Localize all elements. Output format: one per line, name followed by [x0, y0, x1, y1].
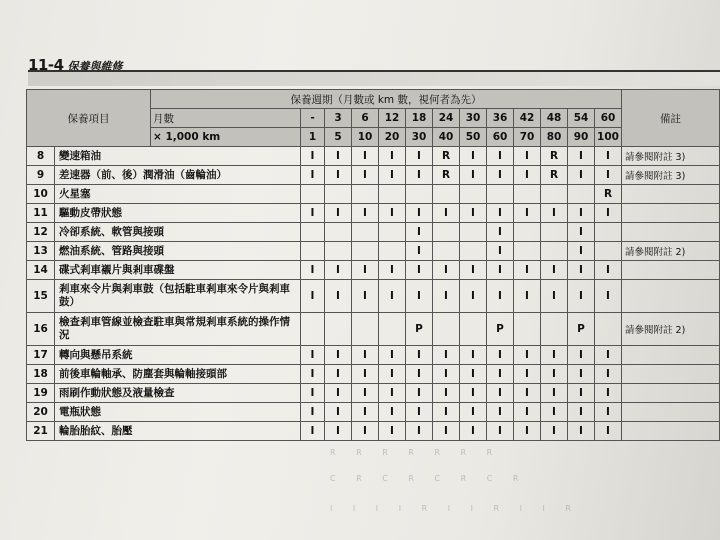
- row-number: 19: [27, 384, 55, 403]
- schedule-mark: R: [541, 147, 568, 166]
- remarks-header: 備註: [622, 90, 720, 147]
- schedule-mark: I: [325, 384, 352, 403]
- schedule-mark: I: [595, 346, 622, 365]
- schedule-mark: [379, 223, 406, 242]
- schedule-mark: I: [460, 280, 487, 313]
- schedule-mark: I: [406, 422, 433, 441]
- months-value: 30: [460, 109, 487, 128]
- schedule-mark: I: [514, 280, 541, 313]
- row-number: 10: [27, 185, 55, 204]
- schedule-mark: I: [325, 365, 352, 384]
- schedule-mark: I: [352, 384, 379, 403]
- table-row: [27, 422, 720, 441]
- row-number: 21: [27, 422, 55, 441]
- schedule-mark: I: [460, 147, 487, 166]
- km-value: 40: [433, 128, 460, 147]
- schedule-mark: I: [568, 280, 595, 313]
- schedule-mark: I: [541, 403, 568, 422]
- schedule-mark: I: [595, 166, 622, 185]
- km-value: 60: [487, 128, 514, 147]
- remarks-cell: 請參閱附註 3): [622, 147, 720, 166]
- row-number: 13: [27, 242, 55, 261]
- schedule-mark: I: [325, 280, 352, 313]
- schedule-mark: P: [487, 313, 514, 346]
- schedule-mark: [514, 242, 541, 261]
- remarks-cell: [622, 403, 720, 422]
- schedule-mark: [460, 185, 487, 204]
- months-value: 3: [325, 109, 352, 128]
- remarks-cell: [622, 261, 720, 280]
- schedule-mark: [460, 242, 487, 261]
- remarks-cell: [622, 346, 720, 365]
- schedule-mark: I: [352, 403, 379, 422]
- schedule-mark: I: [487, 365, 514, 384]
- schedule-mark: I: [568, 242, 595, 261]
- schedule-mark: I: [568, 384, 595, 403]
- header-band: [28, 72, 720, 86]
- schedule-mark: I: [325, 166, 352, 185]
- row-number: 17: [27, 346, 55, 365]
- schedule-mark: I: [487, 204, 514, 223]
- km-value: 90: [568, 128, 595, 147]
- remarks-cell: [622, 280, 720, 313]
- schedule-mark: I: [541, 261, 568, 280]
- schedule-mark: [595, 242, 622, 261]
- schedule-mark: I: [301, 280, 325, 313]
- schedule-mark: I: [433, 346, 460, 365]
- schedule-mark: I: [460, 422, 487, 441]
- row-number: 16: [27, 313, 55, 346]
- maintenance-item: 檢查剎車管線並檢查駐車與常規剎車系統的操作情況: [55, 313, 301, 346]
- schedule-mark: I: [568, 204, 595, 223]
- schedule-mark: I: [595, 422, 622, 441]
- maintenance-schedule-table: [26, 89, 720, 441]
- schedule-mark: I: [460, 365, 487, 384]
- schedule-mark: I: [379, 261, 406, 280]
- schedule-mark: I: [301, 261, 325, 280]
- schedule-mark: I: [460, 384, 487, 403]
- remarks-cell: 請參閱附註 2): [622, 313, 720, 346]
- schedule-mark: [541, 223, 568, 242]
- section-number: 11-4: [28, 56, 64, 74]
- schedule-mark: I: [379, 166, 406, 185]
- km-value: 100: [595, 128, 622, 147]
- row-number: 20: [27, 403, 55, 422]
- months-value: 48: [541, 109, 568, 128]
- schedule-mark: [325, 185, 352, 204]
- schedule-mark: I: [352, 261, 379, 280]
- schedule-mark: I: [325, 204, 352, 223]
- schedule-mark: [433, 313, 460, 346]
- schedule-mark: [541, 313, 568, 346]
- schedule-mark: I: [406, 346, 433, 365]
- schedule-mark: I: [379, 204, 406, 223]
- table-row: [27, 365, 720, 384]
- km-value: 1: [301, 128, 325, 147]
- months-value: 24: [433, 109, 460, 128]
- table-row: [27, 384, 720, 403]
- schedule-mark: [460, 313, 487, 346]
- schedule-mark: I: [541, 204, 568, 223]
- schedule-mark: I: [433, 204, 460, 223]
- row-number: 18: [27, 365, 55, 384]
- schedule-mark: I: [379, 403, 406, 422]
- schedule-mark: I: [433, 384, 460, 403]
- section-title: 保養與維修: [67, 60, 123, 73]
- schedule-mark: I: [325, 346, 352, 365]
- schedule-mark: [325, 223, 352, 242]
- schedule-mark: I: [379, 384, 406, 403]
- schedule-mark: R: [595, 185, 622, 204]
- schedule-mark: [433, 185, 460, 204]
- schedule-mark: I: [406, 384, 433, 403]
- remarks-cell: 請參閱附註 3): [622, 166, 720, 185]
- schedule-mark: I: [406, 242, 433, 261]
- schedule-mark: I: [379, 147, 406, 166]
- maintenance-item: 火星塞: [55, 185, 301, 204]
- schedule-mark: I: [460, 204, 487, 223]
- schedule-mark: I: [460, 166, 487, 185]
- schedule-mark: [325, 242, 352, 261]
- table-row: [27, 403, 720, 422]
- schedule-mark: I: [514, 147, 541, 166]
- item-column-header: 保養項目: [27, 90, 151, 147]
- schedule-mark: I: [379, 346, 406, 365]
- schedule-mark: I: [541, 346, 568, 365]
- schedule-mark: I: [460, 346, 487, 365]
- schedule-mark: I: [514, 422, 541, 441]
- schedule-mark: [487, 185, 514, 204]
- header-row-period: [27, 90, 720, 109]
- months-value: -: [301, 109, 325, 128]
- schedule-mark: I: [541, 422, 568, 441]
- maintenance-item: 轉向與懸吊系統: [55, 346, 301, 365]
- schedule-mark: [352, 185, 379, 204]
- months-label: 月數: [151, 109, 301, 128]
- schedule-mark: [352, 223, 379, 242]
- table-row: [27, 280, 720, 313]
- schedule-mark: I: [406, 365, 433, 384]
- schedule-mark: I: [301, 422, 325, 441]
- schedule-mark: [379, 313, 406, 346]
- schedule-mark: P: [568, 313, 595, 346]
- km-value: 30: [406, 128, 433, 147]
- remarks-cell: [622, 422, 720, 441]
- schedule-mark: [352, 313, 379, 346]
- km-value: 5: [325, 128, 352, 147]
- schedule-mark: I: [301, 346, 325, 365]
- schedule-mark: I: [487, 166, 514, 185]
- schedule-mark: I: [541, 280, 568, 313]
- schedule-mark: R: [433, 166, 460, 185]
- schedule-mark: [301, 223, 325, 242]
- table-row: [27, 313, 720, 346]
- row-number: 15: [27, 280, 55, 313]
- schedule-mark: [379, 185, 406, 204]
- schedule-mark: I: [301, 147, 325, 166]
- schedule-mark: [325, 313, 352, 346]
- schedule-mark: [514, 223, 541, 242]
- schedule-mark: I: [568, 223, 595, 242]
- schedule-mark: I: [595, 147, 622, 166]
- schedule-mark: I: [487, 384, 514, 403]
- schedule-mark: I: [595, 365, 622, 384]
- schedule-mark: [514, 313, 541, 346]
- schedule-mark: I: [433, 403, 460, 422]
- schedule-mark: I: [595, 403, 622, 422]
- schedule-mark: [433, 242, 460, 261]
- months-value: 18: [406, 109, 433, 128]
- maintenance-item: 變速箱油: [55, 147, 301, 166]
- remarks-cell: [622, 384, 720, 403]
- table-row: [27, 223, 720, 242]
- km-value: 10: [352, 128, 379, 147]
- maintenance-item: 差速器（前、後）潤滑油（齒輪油）: [55, 166, 301, 185]
- schedule-mark: I: [460, 403, 487, 422]
- schedule-mark: [541, 185, 568, 204]
- table-head: [27, 90, 720, 147]
- schedule-mark: R: [541, 166, 568, 185]
- maintenance-item: 電瓶狀態: [55, 403, 301, 422]
- table-row: [27, 242, 720, 261]
- bleed-through-text: C R C R C R C R: [330, 474, 528, 483]
- table-row: [27, 261, 720, 280]
- schedule-mark: I: [595, 384, 622, 403]
- schedule-mark: I: [406, 403, 433, 422]
- maintenance-item: 雨刷作動狀態及液量檢查: [55, 384, 301, 403]
- schedule-mark: I: [433, 261, 460, 280]
- schedule-mark: I: [514, 204, 541, 223]
- schedule-mark: I: [514, 346, 541, 365]
- schedule-mark: I: [568, 166, 595, 185]
- months-value: 54: [568, 109, 595, 128]
- schedule-mark: I: [406, 204, 433, 223]
- maintenance-item: 驅動皮帶狀態: [55, 204, 301, 223]
- table-row: [27, 147, 720, 166]
- schedule-mark: [406, 185, 433, 204]
- months-value: 36: [487, 109, 514, 128]
- maintenance-item: 輪胎胎紋、胎壓: [55, 422, 301, 441]
- schedule-mark: I: [595, 204, 622, 223]
- schedule-mark: I: [595, 261, 622, 280]
- maintenance-item: 碟式剎車襯片與剎車碟盤: [55, 261, 301, 280]
- schedule-mark: I: [379, 280, 406, 313]
- schedule-mark: I: [301, 384, 325, 403]
- schedule-mark: I: [460, 261, 487, 280]
- schedule-mark: I: [487, 147, 514, 166]
- schedule-mark: [379, 242, 406, 261]
- km-value: 50: [460, 128, 487, 147]
- schedule-mark: [460, 223, 487, 242]
- schedule-mark: [301, 242, 325, 261]
- remarks-cell: [622, 365, 720, 384]
- km-value: 80: [541, 128, 568, 147]
- schedule-mark: [541, 242, 568, 261]
- km-value: 70: [514, 128, 541, 147]
- schedule-mark: I: [325, 261, 352, 280]
- schedule-mark: I: [487, 261, 514, 280]
- table-body: [27, 147, 720, 441]
- schedule-mark: I: [301, 204, 325, 223]
- header-rule: [28, 70, 720, 72]
- maintenance-item: 前後車輪軸承、防塵套與輪軸接頭部: [55, 365, 301, 384]
- remarks-cell: [622, 204, 720, 223]
- remarks-cell: [622, 185, 720, 204]
- schedule-mark: I: [352, 147, 379, 166]
- schedule-mark: I: [487, 242, 514, 261]
- schedule-mark: I: [352, 204, 379, 223]
- schedule-mark: I: [433, 365, 460, 384]
- schedule-mark: [433, 223, 460, 242]
- km-label: × 1,000 km: [151, 128, 301, 147]
- months-value: 6: [352, 109, 379, 128]
- schedule-mark: I: [568, 346, 595, 365]
- schedule-mark: I: [433, 422, 460, 441]
- schedule-mark: [595, 223, 622, 242]
- schedule-mark: I: [514, 384, 541, 403]
- bleed-through-text: R R R R R R R: [330, 448, 502, 457]
- schedule-mark: I: [487, 346, 514, 365]
- schedule-mark: I: [514, 365, 541, 384]
- schedule-mark: [568, 185, 595, 204]
- table-row: [27, 166, 720, 185]
- schedule-mark: I: [568, 147, 595, 166]
- schedule-mark: I: [379, 422, 406, 441]
- schedule-mark: I: [514, 166, 541, 185]
- row-number: 9: [27, 166, 55, 185]
- schedule-mark: I: [352, 346, 379, 365]
- months-value: 12: [379, 109, 406, 128]
- remarks-cell: [622, 223, 720, 242]
- schedule-mark: I: [352, 166, 379, 185]
- table-row: [27, 185, 720, 204]
- schedule-mark: I: [352, 280, 379, 313]
- schedule-mark: [595, 313, 622, 346]
- schedule-mark: I: [301, 403, 325, 422]
- schedule-mark: I: [541, 365, 568, 384]
- schedule-mark: [352, 242, 379, 261]
- schedule-mark: [301, 313, 325, 346]
- schedule-mark: I: [406, 280, 433, 313]
- schedule-mark: [301, 185, 325, 204]
- schedule-mark: I: [514, 403, 541, 422]
- schedule-mark: I: [406, 166, 433, 185]
- period-header: 保養週期（月數或 km 數，視何者為先）: [151, 90, 622, 109]
- schedule-mark: I: [487, 280, 514, 313]
- row-number: 8: [27, 147, 55, 166]
- schedule-mark: I: [487, 422, 514, 441]
- schedule-mark: I: [352, 365, 379, 384]
- schedule-mark: I: [487, 223, 514, 242]
- schedule-mark: I: [514, 261, 541, 280]
- schedule-mark: I: [406, 223, 433, 242]
- maintenance-item: 燃油系統、管路與接頭: [55, 242, 301, 261]
- row-number: 12: [27, 223, 55, 242]
- schedule-mark: I: [301, 166, 325, 185]
- schedule-mark: I: [568, 403, 595, 422]
- schedule-mark: [514, 185, 541, 204]
- schedule-mark: I: [568, 365, 595, 384]
- table-row: [27, 204, 720, 223]
- schedule-mark: I: [325, 403, 352, 422]
- maintenance-item: 剎車來令片與剎車鼓（包括駐車剎車來令片與剎車鼓）: [55, 280, 301, 313]
- schedule-mark: R: [433, 147, 460, 166]
- schedule-mark: P: [406, 313, 433, 346]
- schedule-mark: I: [325, 422, 352, 441]
- schedule-mark: I: [595, 280, 622, 313]
- schedule-mark: I: [433, 280, 460, 313]
- schedule-mark: I: [487, 403, 514, 422]
- maintenance-item: 冷卻系統、軟管與接頭: [55, 223, 301, 242]
- row-number: 14: [27, 261, 55, 280]
- row-number: 11: [27, 204, 55, 223]
- table-row: [27, 346, 720, 365]
- schedule-mark: I: [568, 422, 595, 441]
- months-value: 42: [514, 109, 541, 128]
- km-value: 20: [379, 128, 406, 147]
- remarks-cell: 請參閱附註 2): [622, 242, 720, 261]
- bleed-through-text: I I I I R I I R I I R: [330, 504, 580, 513]
- schedule-mark: I: [406, 261, 433, 280]
- schedule-mark: I: [568, 261, 595, 280]
- schedule-mark: I: [379, 365, 406, 384]
- months-value: 60: [595, 109, 622, 128]
- schedule-mark: I: [301, 365, 325, 384]
- schedule-mark: I: [352, 422, 379, 441]
- schedule-mark: I: [325, 147, 352, 166]
- schedule-mark: I: [541, 384, 568, 403]
- schedule-mark: I: [406, 147, 433, 166]
